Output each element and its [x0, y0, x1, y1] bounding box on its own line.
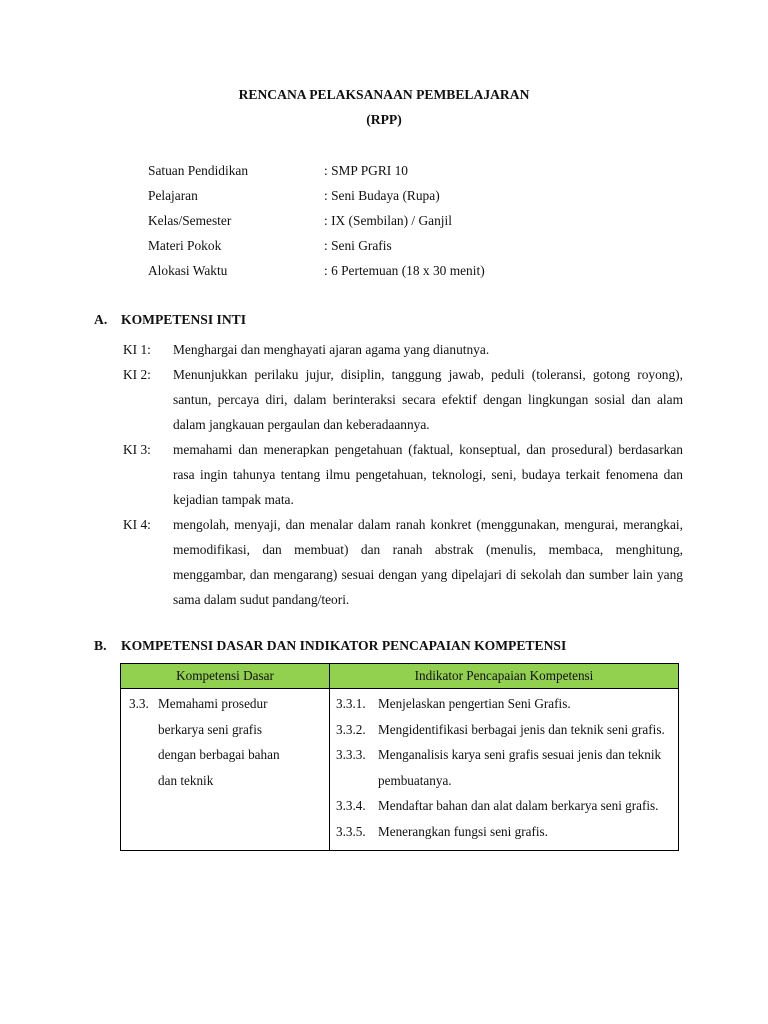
indicator-text: Mendaftar bahan dan alat dalam berkarya seni grafis. — [378, 798, 659, 813]
indicator-text: Menerangkan fungsi seni grafis. — [378, 823, 548, 839]
ki-code: KI 1: — [123, 342, 151, 357]
info-value: : Seni Grafis — [324, 238, 392, 253]
indicator-text: Menjelaskan pengertian Seni Grafis. — [378, 696, 571, 711]
document-subtitle: (RPP) — [366, 112, 402, 127]
info-row — [148, 236, 485, 261]
section-a-heading — [94, 312, 246, 328]
document-title: RENCANA PELAKSANAAN PEMBELAJARAN — [238, 87, 530, 102]
table-row — [121, 689, 679, 851]
indicator-number: 3.3.5. — [336, 823, 366, 839]
ki-code: KI 2: — [123, 367, 151, 382]
ki-text: mengolah, menyaji, dan menalar dalam ranah konkret (menggunakan, mengurai, merangkai, memodifikasi, dan membuat) dan ranah abstrak (menulis, membaca, menghitung, menggambar, dan mengarang) sesuai dengan yang dipelajari di sekolah dan sumber lain yang sama dalam sudut pandang/teori. — [173, 517, 683, 607]
info-row — [148, 211, 485, 236]
ki-text: memahami dan menerapkan pengetahuan (faktual, konseptual, dan prosedural) berdasarkan rasa ingin tahunya tentang ilmu pengetahuan, teknologi, seni, budaya terkait fenomena dan kejadian tampak mata. — [173, 442, 683, 507]
kd-line: Memahami prosedur — [158, 696, 268, 711]
list-item — [123, 437, 683, 512]
info-label: Pelajaran — [148, 188, 198, 203]
kd-line: dengan berbagai bahan — [158, 747, 280, 762]
info-label: Materi Pokok — [148, 238, 222, 253]
indicator-item — [336, 742, 674, 793]
ki-code: KI 3: — [123, 442, 151, 457]
ki-text: Menghargai dan menghayati ajaran agama yang dianutnya. — [173, 342, 490, 357]
indicator-text: Menganalisis karya seni grafis sesuai jenis dan teknik pembuatanya. — [378, 747, 662, 788]
table-header-row — [121, 664, 679, 689]
kd-line: berkarya seni grafis — [158, 721, 262, 737]
kompetensi-inti-list — [123, 337, 683, 612]
info-value: : 6 Pertemuan (18 x 30 menit) — [324, 263, 485, 278]
table-header-indicator: Indikator Pencapaian Kompetensi — [330, 664, 679, 689]
list-item — [123, 512, 683, 612]
indicator-number: 3.3.3. — [336, 747, 366, 762]
list-item — [123, 337, 683, 362]
kd-number: 3.3. — [129, 696, 149, 711]
kd-line: dan teknik — [158, 772, 214, 788]
section-number: B. — [94, 638, 107, 653]
indicator-item — [336, 717, 674, 743]
identity-block — [148, 161, 485, 286]
info-label: Alokasi Waktu — [148, 263, 228, 278]
section-b-heading — [94, 638, 566, 654]
indicator-number: 3.3.1. — [336, 696, 366, 711]
indicator-cell — [330, 689, 679, 851]
section-number: A. — [94, 312, 108, 327]
indicator-item — [336, 819, 674, 845]
list-item — [123, 362, 683, 437]
info-row — [148, 261, 485, 286]
info-row — [148, 186, 485, 211]
indicator-item — [336, 793, 674, 819]
info-label: Kelas/Semester — [148, 213, 232, 228]
indicator-number: 3.3.2. — [336, 721, 366, 737]
info-value: : IX (Sembilan) / Ganjil — [324, 213, 452, 228]
competency-table — [120, 663, 679, 851]
section-title: KOMPETENSI DASAR DAN INDIKATOR PENCAPAIAN KOMPETENSI — [121, 638, 567, 653]
indicator-item — [336, 691, 674, 717]
ki-code: KI 4: — [123, 517, 151, 532]
section-title: KOMPETENSI INTI — [121, 312, 247, 327]
indicator-text: Mengidentifikasi berbagai jenis dan teknik seni grafis. — [378, 721, 665, 737]
info-value: : Seni Budaya (Rupa) — [324, 188, 440, 203]
kd-cell — [121, 689, 330, 851]
info-value: : SMP PGRI 10 — [324, 163, 408, 178]
table-header-kd: Kompetensi Dasar — [121, 664, 330, 689]
indicator-number: 3.3.4. — [336, 798, 366, 813]
info-row — [148, 161, 485, 186]
info-label: Satuan Pendidikan — [148, 163, 249, 178]
ki-text: Menunjukkan perilaku jujur, disiplin, tanggung jawab, peduli (toleransi, gotong royong), santun, percaya diri, dalam berinteraksi secara efektif dengan lingkungan sosial dan alam dalam jangkauan pergaulan dan keberadaannya. — [173, 367, 683, 432]
